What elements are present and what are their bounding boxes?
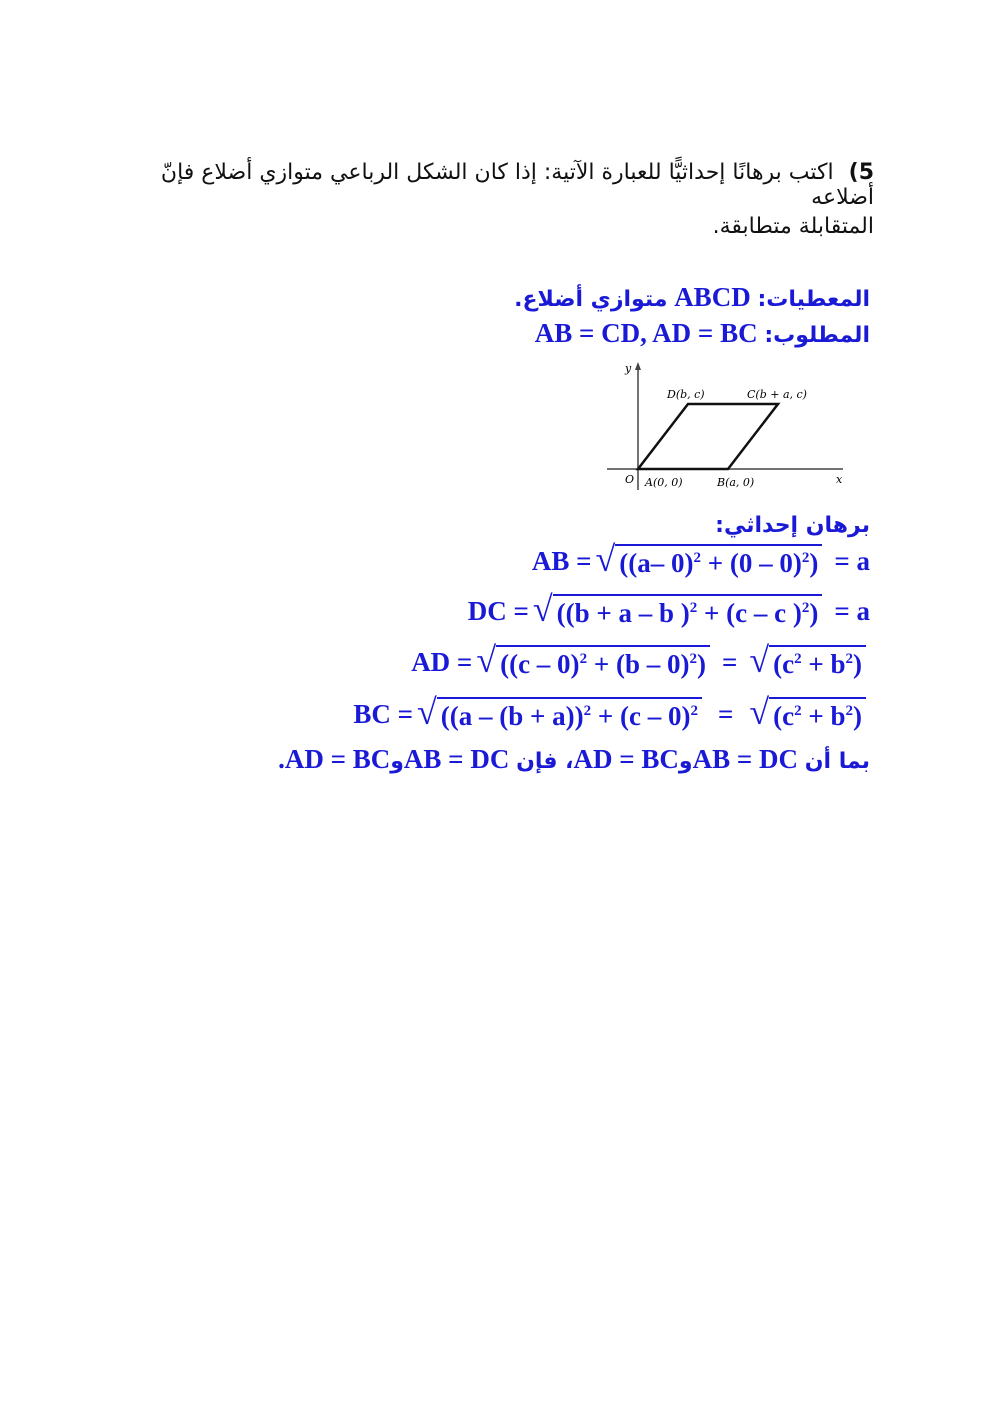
ad-radical: √ ((c – 0)$^2$ + (b – 0)$^2$) [476,645,710,680]
given-label: المعطيات: [757,287,870,312]
axis-y-label: y [625,362,632,375]
vertex-d-label: D(b, c) [667,388,705,401]
bc-eq: = [717,699,734,729]
proof-dc [467,589,870,629]
proof-label: برهان إحداثي: [715,513,870,538]
parallelogram-shape [638,404,778,469]
conclusion-s2: AD = BC [573,744,679,774]
ad-result-radical: √ $(c^2 + b^2)$ [749,645,866,680]
required-text: AB = CD, AD = BC [534,318,758,348]
ad-eq: = [721,647,738,677]
question-text-1: اكتب برهانًا إحداثيًّا للعبارة الآتية: إذا كان الشكل الرباعي متوازي أضلاع فإنّ أضلاعه [160,160,874,210]
bc-lhs: BC = [353,699,413,729]
dc-radical: √ ((b + a – b )$^2$ + (c – c )$^2$) [533,594,823,629]
conclusion-p2: ، فإن [516,749,574,774]
dc-rhs: = a [834,596,870,626]
conclusion-end: . [278,744,285,774]
conclusion-s1: AB = DC [692,744,798,774]
proof-ad [411,640,870,680]
ab-radical: √ ((a– 0)$^2$ + (0 – 0)$^2$) [595,544,822,579]
proof-bc [353,692,870,732]
bc-result-radical: √ $(c^2 + b^2)$ [749,697,866,732]
given-subject: ABCD [674,282,751,312]
axis-x-label: x [836,473,843,486]
origin-label: O [625,473,635,486]
given-text: متوازي أضلاع. [514,287,668,312]
conclusion-s4: AD = BC [284,744,391,774]
y-axis-arrow [635,362,641,370]
proof-label-line [715,508,870,539]
parallelogram-figure [605,362,855,492]
conclusion-line [278,744,870,775]
vertex-c-label: C(b + a, c) [747,388,807,401]
ab-lhs: AB = [531,546,592,576]
ad-lhs: AD = [411,647,473,677]
question-number: 5) [848,160,874,185]
conclusion-w2: و [390,749,404,774]
conclusion-s3: AB = DC [403,744,510,774]
bc-radical: √ ($(a - (b + a))^2 + (c - 0)^2$ [417,697,702,732]
question-line-1 [114,160,874,210]
vertex-a-label: A(0, 0) [645,476,683,489]
given-line [514,282,870,313]
conclusion-w1: و [678,749,693,774]
required-line [535,318,870,349]
dc-lhs: DC = [467,596,529,626]
question-text-2: المتقابلة متطابقة. [712,214,874,239]
conclusion-p1: بما أن [804,749,870,774]
required-label: المطلوب: [764,323,870,348]
question-line-2 [114,214,874,239]
ab-rhs: = a [834,546,870,576]
vertex-b-label: B(a, 0) [717,476,755,489]
proof-ab [531,539,870,579]
